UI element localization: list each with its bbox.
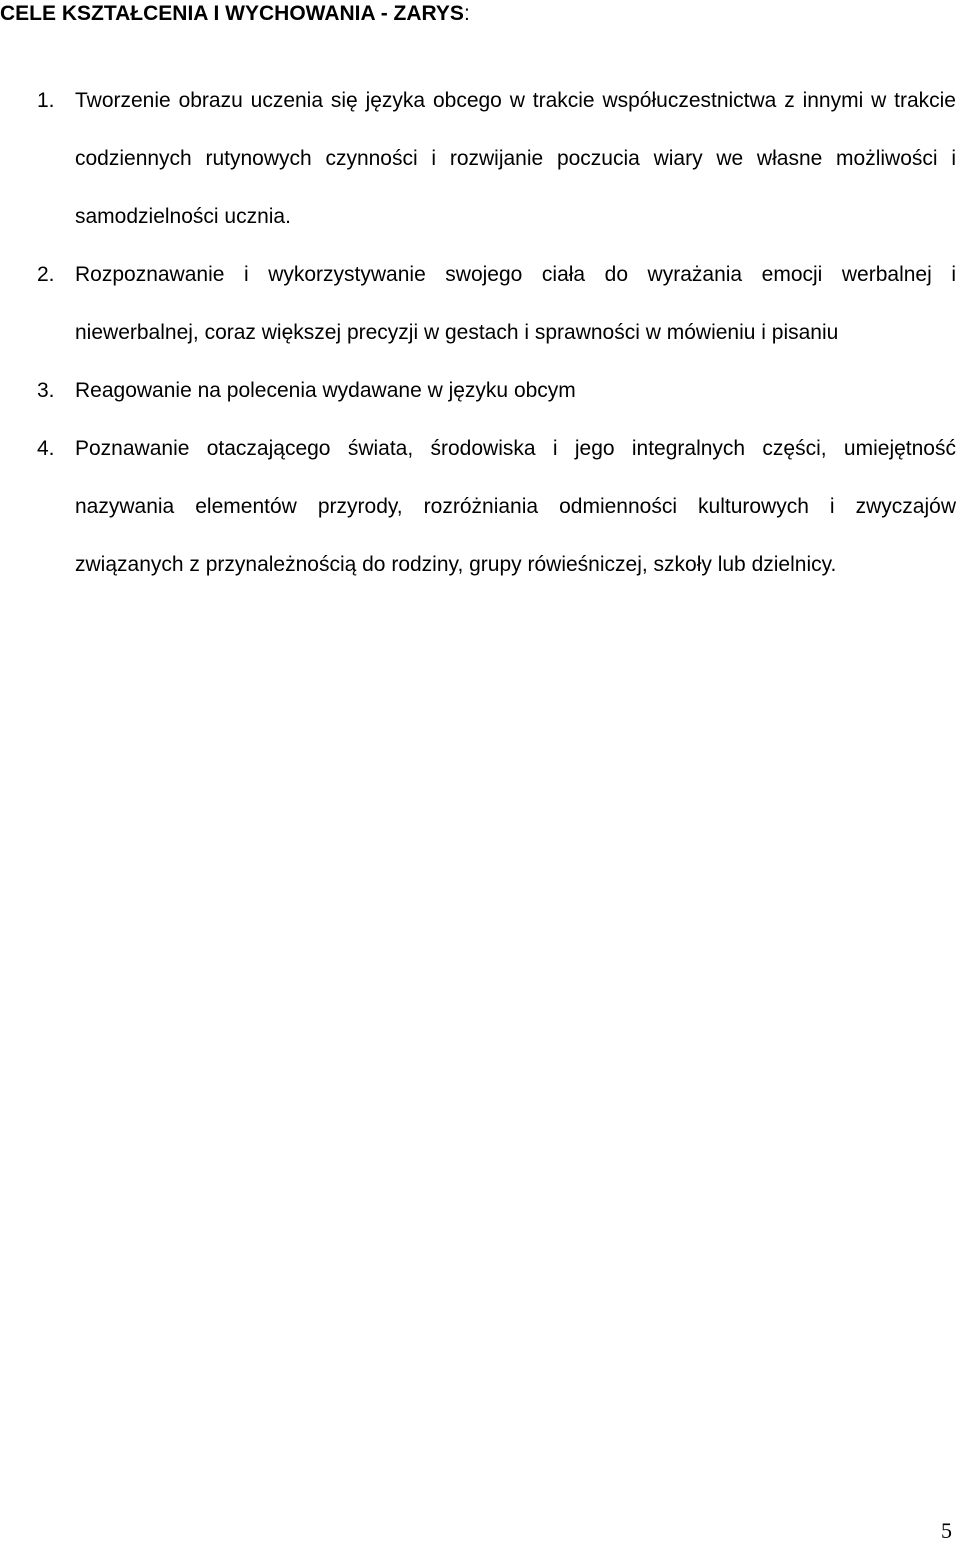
item-number: 2. <box>37 263 55 286</box>
goals-list <box>0 72 956 594</box>
document-heading <box>0 0 470 28</box>
item-text: Rozpoznawanie i wykorzystywanie swojego ciała do wyrażania emocji werbalnej i niewerbalnej, coraz większej precyzji w gestach i sprawności w mówieniu i pisaniu <box>75 263 956 344</box>
list-item <box>0 362 956 420</box>
item-text: Tworzenie obrazu uczenia się języka obcego w trakcie współuczestnictwa z innymi w trakcie codziennych rutynowych czynności i rozwijanie poczucia wiary we własne możliwości i samodzielności ucznia. <box>75 89 956 228</box>
item-text: Reagowanie na polecenia wydawane w języku obcym <box>75 379 576 402</box>
page-number: 5 <box>941 1518 952 1543</box>
list-item <box>0 246 956 362</box>
heading-text: CELE KSZTAŁCENIA I WYCHOWANIA - ZARYS <box>0 2 464 25</box>
list-item <box>0 72 956 246</box>
heading-colon: : <box>463 2 470 25</box>
item-text: Poznawanie otaczającego świata, środowiska i jego integralnych części, umiejętność nazywania elementów przyrody, rozróżniania odmienności kulturowych i zwyczajów związanych z przynależnością do rodziny, grupy rówieśniczej, szkoły lub dzielnicy. <box>75 437 956 576</box>
list-item <box>0 420 956 594</box>
item-number: 3. <box>37 379 55 402</box>
item-number: 1. <box>37 89 55 112</box>
item-number: 4. <box>37 437 55 460</box>
